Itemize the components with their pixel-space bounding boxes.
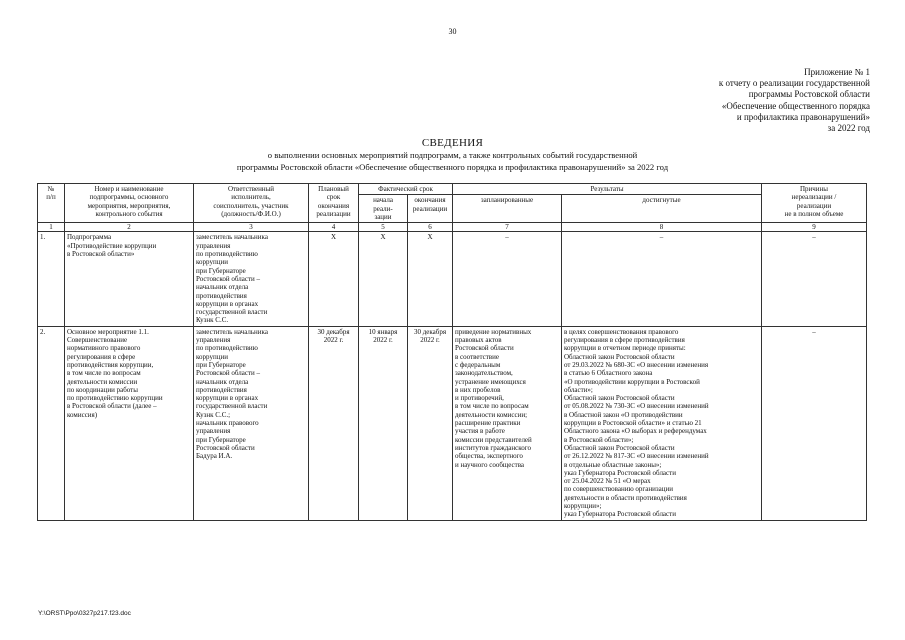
cell-name: Подпрограмма «Противодействие коррупции в Ростовской области» (65, 232, 194, 326)
header-planned-deadline: Плановый срок окончания реализации (309, 184, 359, 223)
cell-end: 30 декабря 2022 г. (408, 326, 453, 520)
header-actual-start: начала реали- зации (359, 195, 408, 223)
report-table (37, 183, 867, 521)
cell-num: 1. (38, 232, 65, 326)
appendix-line: за 2022 год (827, 123, 870, 134)
column-number: 6 (408, 223, 453, 232)
header-results-achieved: достигнутые (562, 195, 762, 223)
appendix-heading (600, 67, 870, 134)
appendix-line: к отчету о реализации государственной (718, 78, 870, 89)
column-number: 9 (762, 223, 867, 232)
cell-start: 10 января 2022 г. (359, 326, 408, 520)
document-title: СВЕДЕНИЯ (421, 137, 484, 149)
cell-start: X (359, 232, 408, 326)
header-reasons: Причины нереализации / реализации не в полном объеме (762, 184, 867, 223)
column-number: 8 (562, 223, 762, 232)
cell-reasons: – (762, 326, 867, 520)
column-number: 1 (38, 223, 65, 232)
cell-planned: X (309, 232, 359, 326)
appendix-line: Приложение № 1 (804, 67, 870, 77)
cell-results-planned: – (453, 232, 562, 326)
table-row (38, 326, 867, 520)
file-path-footer: Y:\ORST\Ppo\0327p217.f23.doc (38, 610, 131, 617)
header-actual-term: Фактический срок (359, 184, 453, 195)
appendix-line: и профилактика правонарушений» (736, 111, 870, 122)
header-results: Результаты (453, 184, 762, 195)
appendix-line: «Обеспечение общественного порядка (721, 100, 870, 111)
cell-results-planned: приведение нормативных правовых актов Ростовской области в соответствие с федеральным законодательством, устранение имеющихся в них пробелов и противоречий, в том числе по вопросам деятельности комиссии; расширение практики участия в работе комиссии представителей институтов гражданского общества, экспертного и научного сообщества (453, 326, 562, 520)
column-number: 2 (65, 223, 194, 232)
cell-reasons: – (762, 232, 867, 326)
header-num: № п/п (38, 184, 65, 223)
header-actual-end: окончания реализации (408, 195, 453, 223)
cell-executor: заместитель начальника управления по противодействию коррупции при Губернаторе Ростовской области – начальник отдела противодействия коррупции в органах государственной власти Кузнк С.С.; начальник правового управления при Губернаторе Ростовской области Бадура И.А. (194, 326, 309, 520)
cell-results-achieved: – (562, 232, 762, 326)
table-row (38, 232, 867, 326)
column-number: 7 (453, 223, 562, 232)
column-number: 5 (359, 223, 408, 232)
cell-planned: 30 декабря 2022 г. (309, 326, 359, 520)
cell-num: 2. (38, 326, 65, 520)
cell-name: Основное мероприятие 1.1. Совершенствование нормативного правового регулирования в сфере противодействия коррупции, в том числе по вопросам деятельности комиссии по координации работы по противодействию коррупции в Ростовской области (далее – комиссия) (65, 326, 194, 520)
column-numbers-row (38, 223, 867, 232)
subtitle-line: о выполнении основных мероприятий подпрограмм, а также контрольных событий государственной (267, 150, 638, 160)
cell-end: X (408, 232, 453, 326)
header-results-planned: запланированные (453, 195, 562, 223)
cell-executor: заместитель начальника управления по противодействию коррупции при Губернаторе Ростовской области – начальник отдела противодействия коррупции в органах государственной власти Кузнк С.С. (194, 232, 309, 326)
document-subtitle (0, 150, 905, 173)
header-executor: Ответственный исполнитель, соисполнитель, участник (должность/Ф.И.О.) (194, 184, 309, 223)
cell-results-achieved: в целях совершенствования правового регулирования в сфере противодействия коррупции в отчетном периоде приняты: Областной закон Ростовской области от 29.03.2022 № 680-ЗС «О внесении изменения в статью 6 Областного закона «О противодействии коррупции в Ростовской области»; Областной закон Ростовской области от 05.08.2022 № 730-ЗС «О внесении изменений в Областной закон «О противодействии коррупции в Ростовской области» и статью 21 Областного закона «О выборах и референдумах в Ростовской области»; Областной закон Ростовской области от 26.12.2022 № 817-ЗС «О внесении изменений в отдельные областные законы»; указ Губернатора Ростовской области от 25.04.2022 № 51 «О мерах по совершенствованию организации деятельности в области противодействия коррупции»; указ Губернатора Ростовской области (562, 326, 762, 520)
column-number: 4 (309, 223, 359, 232)
column-number: 3 (194, 223, 309, 232)
page-number: 30 (448, 27, 457, 36)
header-name: Номер и наименование подпрограммы, основного мероприятия, мероприятия, контрольного события (65, 184, 194, 223)
subtitle-line: программы Ростовской области «Обеспечение общественного порядка и профилактика правонарушений» за 2022 год (236, 161, 669, 172)
appendix-line: программы Ростовской области (748, 89, 870, 100)
